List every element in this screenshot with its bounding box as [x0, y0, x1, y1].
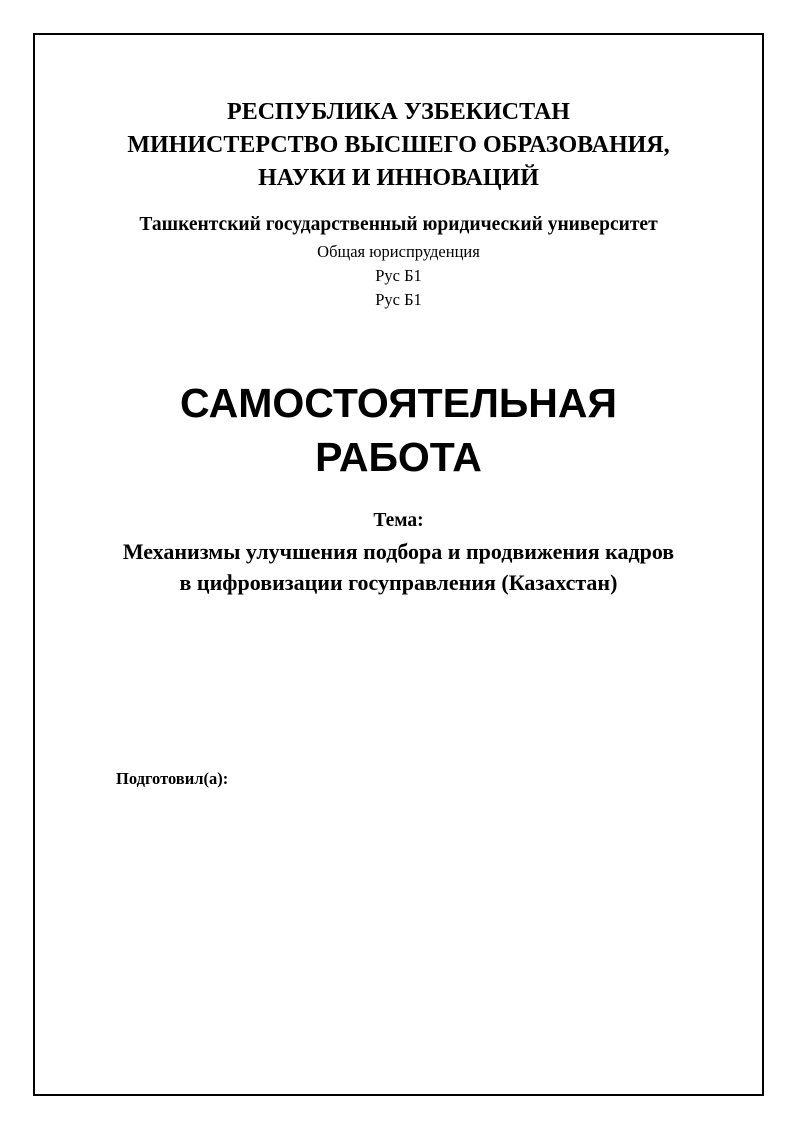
prepared-by-label: Подготовил(а):: [116, 769, 229, 788]
group-line-1: Рус Б1: [375, 266, 422, 285]
title-line-1: САМОСТОЯТЕЛЬНАЯ: [180, 380, 617, 426]
topic-line-2: в цифровизации госуправления (Казахстан): [179, 570, 618, 595]
topic-line-1: Механизмы улучшения подбора и продвижения кадров: [122, 539, 675, 564]
document-title: [33, 376, 764, 484]
title-line-2: РАБОТА: [315, 434, 482, 480]
ministry-header: [33, 96, 764, 195]
topic-label: Тема:: [373, 510, 424, 531]
topic-text: [33, 536, 764, 598]
header-line-ministry-cont: НАУКИ И ИННОВАЦИЙ: [258, 165, 539, 191]
faculty-block: [33, 240, 764, 312]
header-line-country: РЕСПУБЛИКА УЗБЕКИСТАН: [227, 99, 570, 125]
faculty-name: Общая юриспруденция: [317, 242, 480, 261]
header-line-ministry: МИНИСТЕРСТВО ВЫСШЕГО ОБРАЗОВАНИЯ,: [127, 132, 670, 158]
group-line-2: Рус Б1: [375, 290, 422, 309]
university-name: Ташкентский государственный юридический университет: [139, 214, 658, 235]
